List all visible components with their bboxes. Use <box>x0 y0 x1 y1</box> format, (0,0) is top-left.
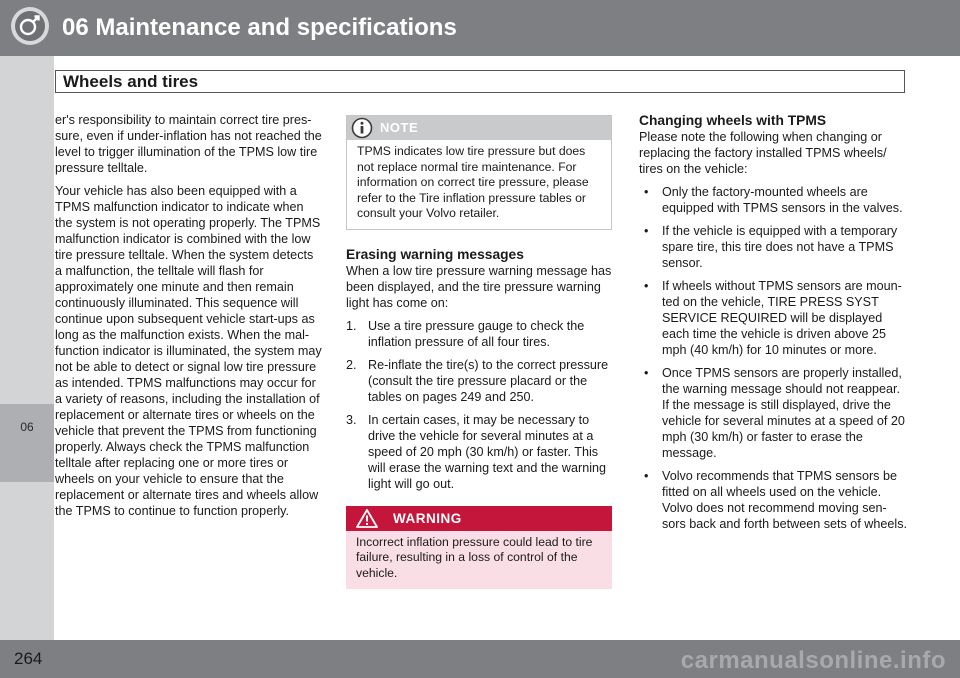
erasing-heading: Erasing warning messages <box>346 246 524 262</box>
step-text: Use a tire pressure gauge to check the inflation pressure of all four tires. <box>368 318 585 349</box>
column-1 <box>55 112 323 526</box>
chapter-header-bar <box>0 0 960 56</box>
section-title: Wheels and tires <box>63 72 199 91</box>
step-text: Re-inflate the tire(s) to the correct pressure (consult the tire pressure placard or the tables on pages 249 and 250. <box>368 357 609 404</box>
step-number: 2. <box>346 357 357 372</box>
warning-header <box>346 506 612 531</box>
step-number: 1. <box>346 318 357 333</box>
bullet-dot: • <box>644 279 649 293</box>
note-header <box>347 116 611 140</box>
column-3 <box>639 112 907 539</box>
watermark: carmanualsonline.info <box>680 647 946 674</box>
paragraph: er's responsibility to maintain correct tire pres-sure, even if under-inflation has not reached the level to trigger illumination of the TPMS low tire pressure telltale. <box>55 113 322 175</box>
step-item <box>346 357 613 405</box>
tpms-intro: Please note the following when changing or replacing the factory installed TPMS wheels/ tires on the vehicle: <box>639 130 887 176</box>
step-item <box>346 412 613 492</box>
note-title: NOTE <box>380 120 419 135</box>
bullet-dot: • <box>644 224 649 238</box>
tpms-heading: Changing wheels with TPMS <box>639 113 827 128</box>
note-body: TPMS indicates low tire pressure but does not replace normal tire maintenance. For information on correct tire pressure, please refer to the Tire inflation pressure tables or consult your Volvo retailer. <box>357 144 589 220</box>
warning-triangle-icon <box>356 509 378 528</box>
info-icon <box>351 117 373 139</box>
page-number: 264 <box>14 649 43 668</box>
bullet-text: Volvo recommends that TPMS sensors be fitted on all wheels used on the vehicle. Volvo does not recommend moving sen-sors back and forth between sets of wheels. <box>662 469 908 531</box>
side-strip <box>0 56 54 640</box>
step-text: In certain cases, it may be necessary to drive the vehicle for several minutes at a speed of 20 mph (30 km/h) or faster. This will erase the warning text and the warning light will go out. <box>368 412 607 491</box>
warning-title: WARNING <box>393 510 462 526</box>
warning-box <box>346 506 612 590</box>
paragraph: Your vehicle has also been equipped with a TPMS malfunction indicator to indicate when the system is not operating properly. The TPMS malfunction indicator is combined with the low tire pressure telltale. When the system detects a malfunction, the telltale will flash for approximately one minute and then remain continuously illuminated. This sequence will continue upon subsequent vehicle start-ups as long as the malfunction exists. When the mal-function indicator is illuminated, the system may not be able to detect or signal low tire pressure as intended. TPMS malfunctions may occur for a variety of reasons, including the installation of replacement or alternate tires or wheels on the vehicle that prevent the TPMS from functioning properly. Always check the TPMS malfunction telltale after replacing one or more tires or wheels on your vehicle to ensure that the replacement or alternate tires and wheels allow the TPMS to continue to function properly. <box>55 184 322 518</box>
bullet-item <box>639 278 907 358</box>
step-item <box>346 318 613 350</box>
bullet-dot: • <box>644 366 649 380</box>
bullet-item <box>639 365 907 461</box>
bullet-dot: • <box>644 185 649 199</box>
bullet-item <box>639 468 907 532</box>
bullet-item <box>639 223 907 271</box>
warning-body: Incorrect inflation pressure could lead to tire failure, resulting in a loss of control of the vehicle. <box>356 534 593 580</box>
step-number: 3. <box>346 412 357 427</box>
bullet-text: Once TPMS sensors are properly installed, the warning message should not reappear. If the message is still displayed, drive the vehicle for several minutes at a speed of 20 mph (30 km/h) or faster to erase the message. <box>662 366 905 460</box>
chapter-tab-label: 06 <box>20 420 34 434</box>
bullet-item <box>639 184 907 216</box>
bullet-text: Only the factory-mounted wheels are equipped with TPMS sensors in the valves. <box>662 185 903 215</box>
bullet-dot: • <box>644 469 649 483</box>
bullet-text: If wheels without TPMS sensors are moun-ted on the vehicle, TIRE PRESS SYST SERVICE REQUIRED will be displayed each time the vehicle is driven above 25 mph (40 km/h) for 10 minutes or more. <box>662 279 902 357</box>
column-2 <box>346 112 613 589</box>
volvo-logo-icon <box>10 6 50 46</box>
bullet-text: If the vehicle is equipped with a temporary spare tire, this tire does not have a TPMS sensor. <box>662 224 898 270</box>
chapter-tab <box>0 404 54 482</box>
erasing-intro: When a low tire pressure warning message has been displayed, and the tire pressure warning light has come on: <box>346 263 612 310</box>
tpms-bullets <box>639 184 907 532</box>
chapter-title: 06 Maintenance and specifications <box>62 14 457 41</box>
note-box <box>346 115 612 230</box>
erasing-steps <box>346 318 613 492</box>
section-header <box>55 70 905 93</box>
